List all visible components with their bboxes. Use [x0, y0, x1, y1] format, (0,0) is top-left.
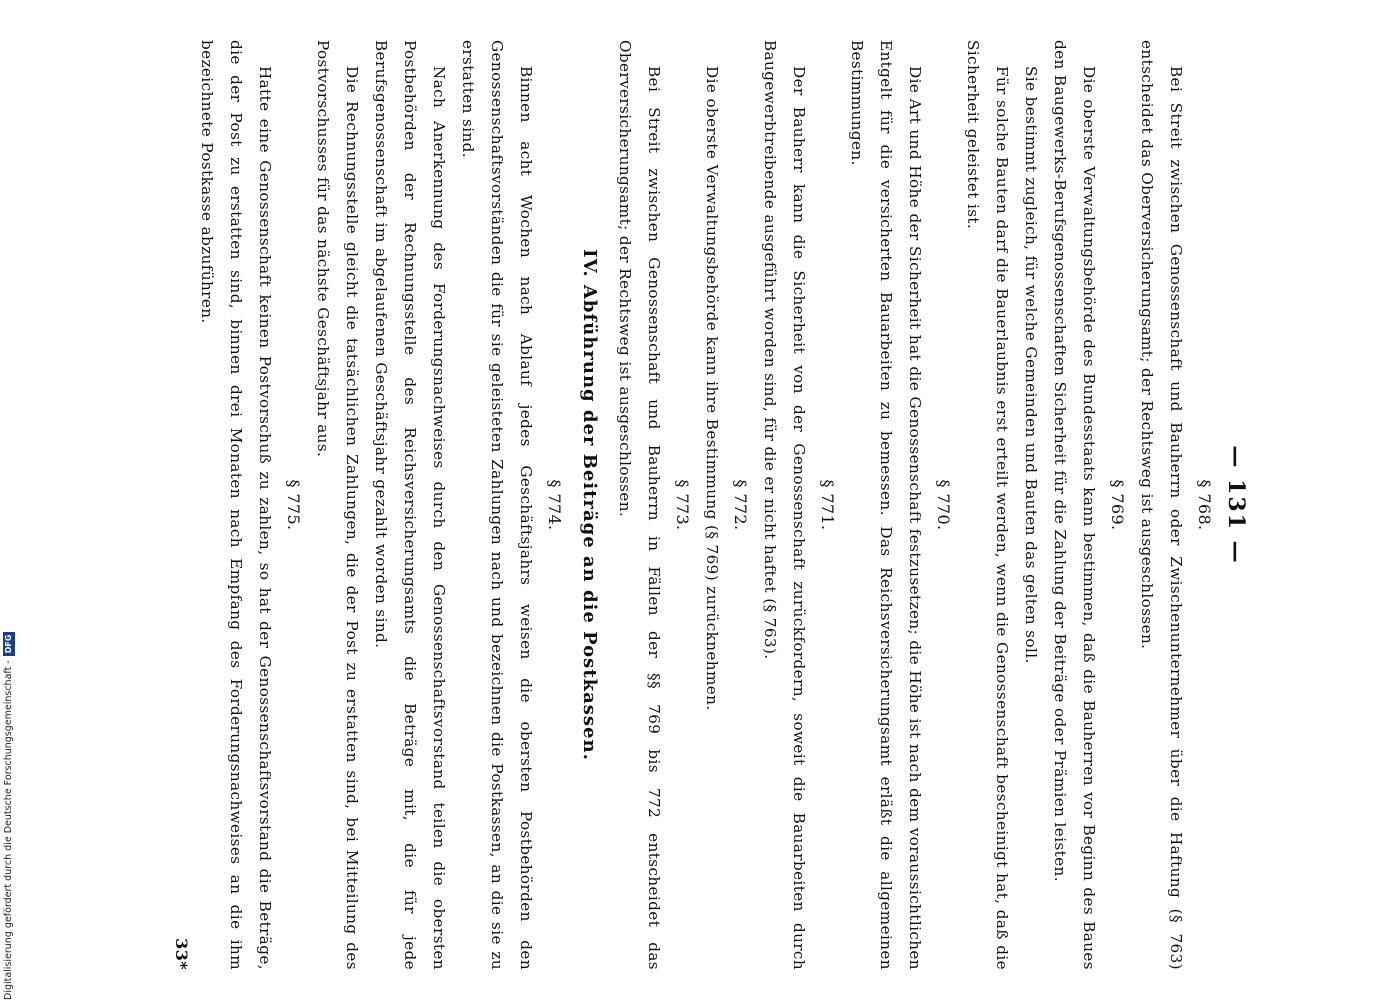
digitization-note-text: Digitalisierung gefördert durch die Deutsche Forschungsgemeinschaft -	[3, 660, 14, 1000]
section-771-text: Der Bauherr kann die Sicherheit von der Genossenschaft zurückfordern, soweit die Bauarbeiten durch Baugewerbtreibende ausgeführt worden sind, für die er nicht haftet (§ 763).	[761, 40, 808, 970]
signature-mark: 33*	[172, 938, 191, 970]
section-768-text: Bei Streit zwischen Genossenschaft und Bauherrn oder Zwischenunternehmer über die Haftung (§ 763) entscheidet das Oberversicherungsamt; der Rechtsweg ist ausgeschlossen.	[1138, 40, 1185, 970]
section-774-paragraph-3: Die Rechnungsstelle gleicht die tatsächlichen Zahlungen, die der Post zu erstatten sind, bei Mitteilung des Postvorschusses für das nächste Geschäftsjahr aus.	[314, 40, 361, 970]
section-770-text: Die Art und Höhe der Sicherheit hat die Genossenschaft festzusetzen; die Höhe ist nach dem voraussichtlichen Entgelt für die versicherten Bauarbeiten zu bemessen. Das Reichsversicherungsamt erläßt die allgemeinen Bestimmungen.	[848, 40, 924, 970]
chapter-heading: IV. Abführung der Beiträge an die Postkassen.	[579, 249, 600, 761]
section-770-heading: § 770.	[934, 479, 953, 531]
section-768-heading: § 768.	[1195, 479, 1214, 531]
section-775-heading: § 775.	[284, 479, 303, 531]
dfg-logo: DFG	[3, 632, 15, 657]
section-769-heading: § 769.	[1108, 479, 1127, 531]
section-772-heading: § 772.	[731, 479, 750, 531]
digitization-note	[2, 10, 16, 1000]
section-769-paragraph-3: Für solche Bauten darf die Bauerlaubnis erst erteilt werden, wenn die Genossenschaft bescheinigt hat, daß die Sicherheit geleistet ist.	[964, 40, 1011, 970]
section-775-text: Hatte eine Genossenschaft keinen Postvorschuß zu zahlen, so hat der Genossenschaftsvorstand die Beträge, die der Post zu erstatten sind, binnen drei Monaten nach Empfang des Forderungsnachweises an die ihm bezeichnete Postkasse abzuführen.	[198, 40, 274, 970]
section-774-heading: § 774.	[545, 479, 564, 531]
section-769-paragraph-2: Sie bestimmt zugleich, für welche Gemeinden und Bauten das gelten soll.	[1022, 66, 1040, 664]
section-774-paragraph-2: Nach Anerkennung des Forderungsnachweises durch den Genossenschaftsvorstand teilen die obersten Postbehörden der Rechnungsstelle des Reichsversicherungsamts die Beträge mit, die für jede Berufsgenossenschaft im abgelaufenen Geschäftsjahr gezahlt worden sind.	[372, 40, 448, 970]
section-769-paragraph-1: Die oberste Verwaltungsbehörde des Bundesstaats kann bestimmen, daß die Bauherren vor Beginn des Baues den Baugewerks-Berufsgenossenschaften Sicherheit für die Zahlung der Beiträge oder Prämien leisten.	[1051, 40, 1098, 970]
section-772-text: Die oberste Verwaltungsbehörde kann ihre Bestimmung (§ 769) zurücknehmen.	[703, 66, 721, 711]
section-773-heading: § 773.	[673, 479, 692, 531]
section-773-text: Bei Streit zwischen Genossenschaft und Bauherrn in Fällen der §§ 769 bis 772 entscheidet das Oberversicherungsamt; der Rechtsweg ist ausgeschlossen.	[616, 40, 663, 970]
page-number: — 131 —	[1223, 445, 1249, 565]
section-771-heading: § 771.	[818, 479, 837, 531]
section-774-paragraph-1: Binnen acht Wochen nach Ablauf jedes Geschäftsjahrs weisen die obersten Postbehörden den Genossenschaftsvorständen die für sie geleisteten Zahlungen nach und bezeichnen die Postkassen, an die sie zu erstatten sind.	[459, 40, 535, 970]
rotated-document-page	[150, 40, 1250, 970]
